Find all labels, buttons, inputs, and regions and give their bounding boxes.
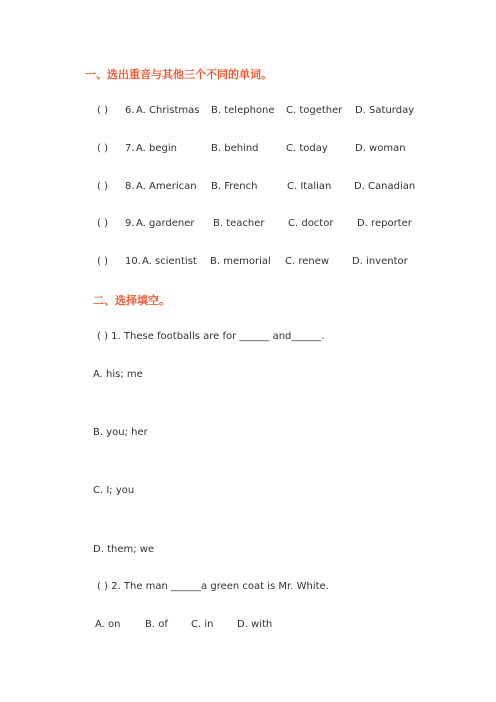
option-b: B. behind [211, 143, 259, 154]
question-number: 9. [125, 218, 135, 229]
answer-paren: ( ) [97, 105, 108, 116]
option-d: D. reporter [357, 218, 412, 229]
question-2-option-a: A. on [95, 619, 121, 630]
option-b: B. telephone [211, 105, 275, 116]
option-d: D. inventor [352, 256, 408, 267]
section2-title: 二、选择填空。 [93, 294, 170, 307]
question-1-option-d: D. them; we [93, 544, 155, 555]
option-a: A. gardener [136, 218, 195, 229]
question-2-stem: ( ) 2. The man ______a green coat is Mr. White. [97, 581, 329, 592]
option-d: D. Saturday [355, 105, 415, 116]
question-1-stem: ( ) 1. These footballs are for ______ and______. [97, 331, 325, 342]
question-number: 7. [125, 143, 135, 154]
option-d: D. Canadian [354, 181, 416, 192]
option-a: A. American [136, 181, 197, 192]
question-2-option-c: C. in [191, 619, 214, 630]
option-a: A. begin [136, 143, 177, 154]
section1-title: 一、选出重音与其他三个不同的单词。 [85, 68, 272, 81]
option-a: A. Christmas [136, 105, 200, 116]
question-1-option-b: B. you; her [93, 427, 148, 438]
question-1-option-a: A. his; me [93, 369, 143, 380]
question-2-option-d: D. with [237, 619, 273, 630]
answer-paren: ( ) [97, 256, 108, 267]
question-2-option-b: B. of [145, 619, 168, 630]
answer-paren: ( ) [97, 181, 108, 192]
option-c: C. together [286, 105, 343, 116]
answer-paren: ( ) [97, 143, 108, 154]
option-a: A. scientist [142, 256, 197, 267]
option-c: C. Italian [287, 181, 332, 192]
option-b: B. teacher [213, 218, 265, 229]
option-c: C. doctor [288, 218, 334, 229]
option-c: C. renew [285, 256, 330, 267]
question-number: 8. [125, 181, 135, 192]
option-d: D. woman [355, 143, 406, 154]
question-1-option-c: C. I; you [93, 485, 135, 496]
option-c: C. today [286, 143, 328, 154]
question-number: 10. [125, 256, 141, 267]
question-number: 6. [125, 105, 135, 116]
option-b: B. memorial [210, 256, 271, 267]
option-b: B. French [211, 181, 258, 192]
answer-paren: ( ) [97, 218, 108, 229]
